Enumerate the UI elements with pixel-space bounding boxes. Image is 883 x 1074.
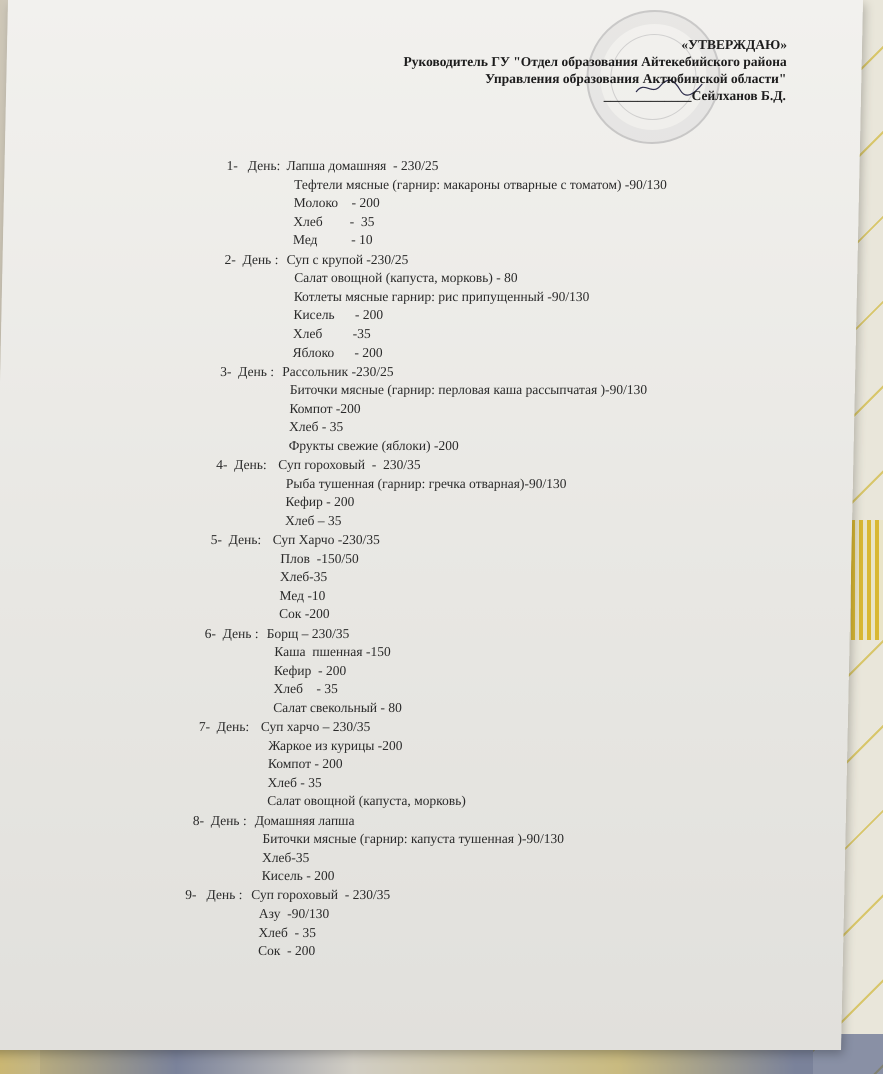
menu-item: Тефтели мясные (гарнир: макароны отварные с томатом) -90/130 — [293, 176, 668, 192]
day-label: 1- День: — [226, 158, 281, 173]
menu-item: Салат свекольный - 80 — [273, 699, 402, 715]
approval-header — [403, 36, 788, 104]
menu-item: Молоко - 200 — [293, 195, 380, 211]
menu-item: Кефир - 200 — [285, 494, 355, 510]
menu-item: Яблоко - 200 — [292, 344, 383, 360]
approver-position: Руководитель ГУ "Отдел образования Айтекебийского района — [403, 54, 787, 69]
menu-item: Хлеб – 35 — [284, 512, 342, 528]
menu-item: Салат овощной (капуста, морковь) — [267, 793, 467, 809]
menu-item: Каша пшенная -150 — [274, 644, 391, 660]
day-label: 3- День : — [220, 363, 275, 379]
menu-item: Хлеб-35 — [261, 849, 310, 865]
menu-item: Сок - 200 — [257, 943, 316, 959]
menu-item: Кисель - 200 — [293, 307, 384, 323]
menu-item: Плов -150/50 — [280, 550, 359, 566]
menu-item: Хлеб-35 — [279, 569, 328, 585]
day-label: 5- День: — [210, 532, 262, 547]
menu-item: Хлеб - 35 — [267, 774, 322, 790]
day-label: 9- День : — [185, 887, 243, 903]
menu-item: Кисель - 200 — [261, 868, 335, 884]
menu-item: Рыба тушенная (гарнир: гречка отварная)-90/130 — [285, 475, 567, 491]
approver-name: _____________Сейлханов Б.Д. — [603, 88, 787, 103]
menu-item: Суп гороховый - 230/35 — [278, 457, 421, 473]
day-label: 4- День: — [216, 457, 267, 473]
menu-item: Мед - 10 — [292, 232, 373, 248]
menu-item: Домашняя лапша — [254, 812, 355, 828]
menu-item: Хлеб - 35 — [288, 419, 344, 435]
menu-item: Мед -10 — [279, 587, 326, 603]
menu-item: Суп с крупой -230/25 — [286, 251, 409, 267]
menu-item: Биточки мясные (гарнир: капуста тушенная )-90/130 — [262, 831, 565, 847]
menu-item: Компот -200 — [289, 400, 361, 416]
day-label: 7- День: — [198, 719, 250, 734]
approver-department: Управления образования Актюбинской области" — [484, 71, 787, 86]
menu-item: Суп гороховый - 230/35 — [251, 887, 391, 903]
menu-item: Лапша домашняя - 230/25 — [286, 158, 439, 173]
approval-title: «УТВЕРЖДАЮ» — [681, 37, 788, 52]
menu-item: Котлеты мясные гарнир: рис припущенный -90/130 — [293, 288, 590, 304]
menu-item: Азу -90/130 — [258, 906, 330, 921]
menu-item: Хлеб -35 — [292, 325, 371, 341]
menu-item: Суп харчо – 230/35 — [260, 719, 371, 734]
menu-item: Рассольник -230/25 — [282, 363, 394, 379]
menu-item: Кефир - 200 — [273, 662, 347, 678]
day-label: 2- День : — [224, 251, 279, 267]
menu-item: Борщ – 230/35 — [266, 625, 350, 641]
menu-item: Салат овощной (капуста, морковь) - 80 — [294, 270, 518, 286]
menu-item: Жаркое из курицы -200 — [268, 737, 403, 753]
menu-item: Хлеб - 35 — [273, 681, 338, 697]
menu-item: Хлеб - 35 — [258, 924, 317, 940]
menu-item: Биточки мясные (гарнир: перловая каша рассыпчатая )-90/130 — [289, 382, 648, 398]
menu-item: Компот - 200 — [267, 756, 343, 772]
day-label: 8- День : — [192, 812, 247, 828]
menu-item: Суп Харчо -230/35 — [272, 532, 380, 547]
day-label: 6- День : — [204, 625, 259, 641]
menu-item: Сок -200 — [278, 606, 330, 622]
menu-item: Фрукты свежие (яблоки) -200 — [288, 438, 459, 453]
menu-item: Хлеб - 35 — [293, 213, 375, 229]
